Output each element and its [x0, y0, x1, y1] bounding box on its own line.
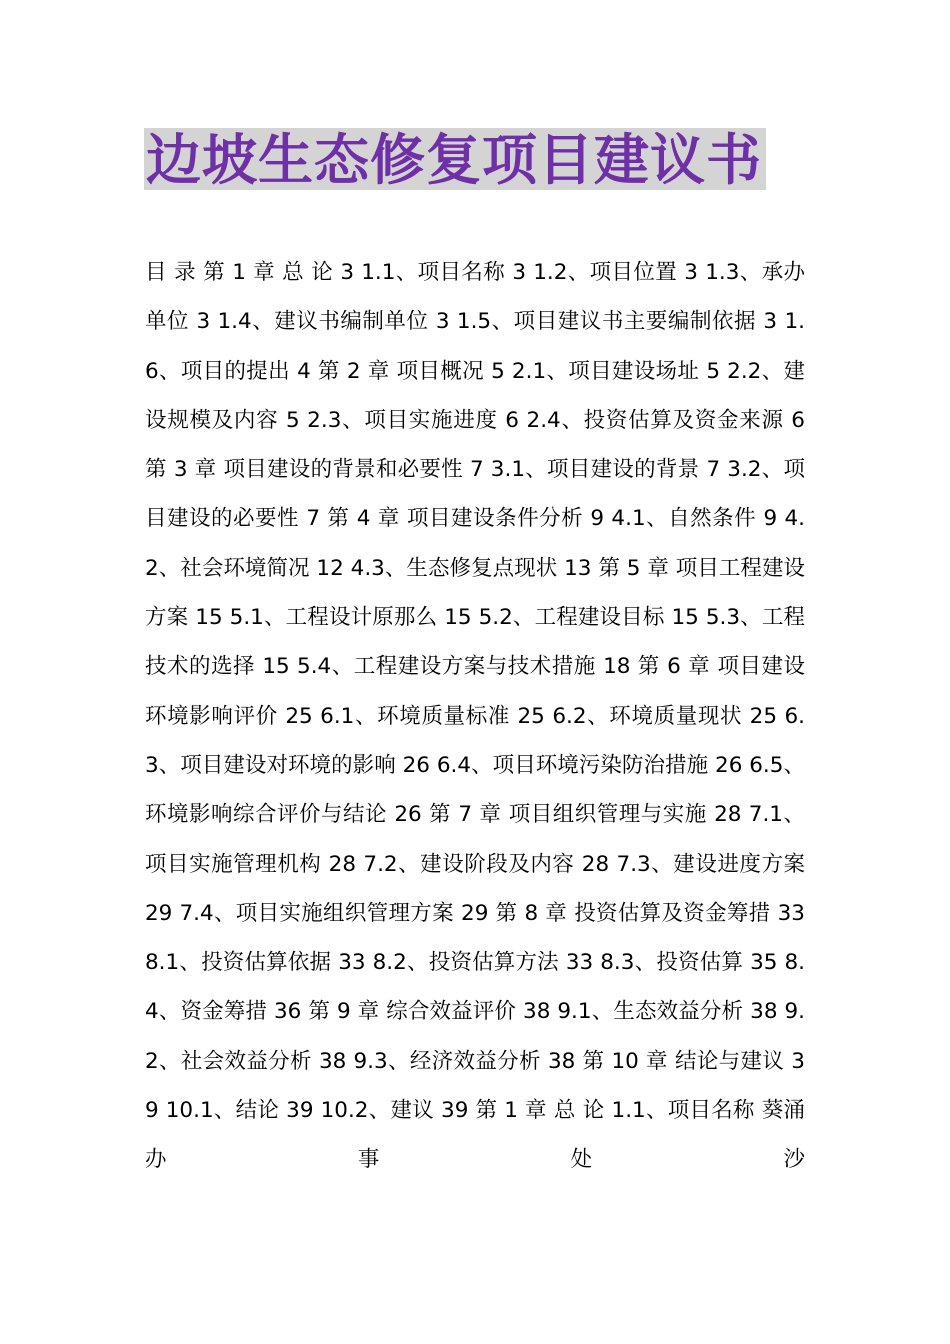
title-block — [144, 128, 766, 192]
document-body-text: 目 录 第 1 章 总 论 3 1.1、项目名称 3 1.2、项目位置 3 1.3、承办单位 3 1.4、建议书编制单位 3 1.5、项目建议书主要编制依据 3 1.6、项目的提出 4 第 2 章 项目概况 5 2.1、项目建设场址 5 2.2、建设规模及内容 5 2.3、项目实施进度 6 2.4、投资估算及资金来源 6 第 3 章 项目建设的背景和必要性 7 3.1、项目建设的背景 7 3.2、项目建设的必要性 7 第 4 章 项目建设条件分析 9 4.1、自然条件 9 4.2、社会环境简况 12 4.3、生态修复点现状 13 第 5 章 项目工程建设方案 15 5.1、工程设计原那么 15 5.2、工程建设目标 15 5.3、工程技术的选择 15 5.4、工程建设方案与技术措施 18 第 6 章 项目建设环境影响评价 25 6.1、环境质量标准 25 6.2、环境质量现状 25 6.3、项目建设对环境的影响 26 6.4、项目环境污染防治措施 26 6.5、环境影响综合评价与结论 26 第 7 章 项目组织管理与实施 28 7.1、项目实施管理机构 28 7.2、建设阶段及内容 28 7.3、建设进度方案 29 7.4、项目实施组织管理方案 29 第 8 章 投资估算及资金筹措 33 8.1、投资估算依据 33 8.2、投资估算方法 33 8.3、投资估算 35 8.4、资金筹措 36 第 9 章 综合效益评价 38 9.1、生态效益分析 38 9.2、社会效益分析 38 9.3、经济效益分析 38 第 10 章 结论与建议 39 10.1、结论 39 10.2、建议 39 第 1 章 总 论 1.1、项目名称 葵涌办事处沙 — [145, 260, 805, 1173]
document-title: 边坡生态修复项目建议书 — [144, 128, 766, 190]
